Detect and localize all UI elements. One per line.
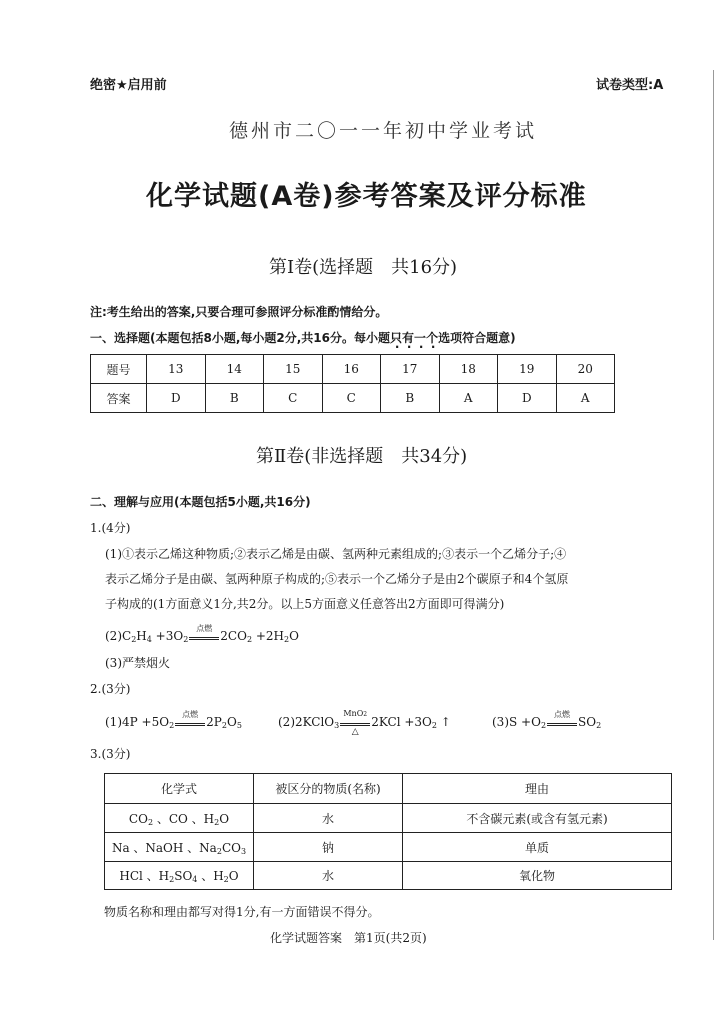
reason-cell: 氧化物 [403, 862, 672, 890]
name-cell: 水 [254, 804, 403, 833]
scoring-note: 注:考生给出的答案,只要合理可参照评分标准酌情给分。 [90, 305, 388, 319]
question-number: 19 [498, 355, 557, 384]
reason-cell: 不含碳元素(或含有氢元素) [403, 804, 672, 833]
part2-title: 第Ⅱ卷(非选择题 共34分) [256, 446, 468, 467]
table-row [105, 833, 672, 862]
formula-cell: HCl 、$H_2SO_4$ 、$H_2O$ [105, 862, 254, 890]
page-footer: 化学试题答案 第1页(共2页) [270, 931, 427, 945]
question-number: 20 [556, 355, 615, 384]
reason-cell: 单质 [403, 833, 672, 862]
part1-title: 第Ⅰ卷(选择题 共16分) [269, 257, 458, 278]
eq-prefix: (2) [105, 629, 122, 643]
eq-prefix: (1) [105, 715, 122, 729]
answer-cell: B [205, 384, 264, 413]
question-number: 17 [381, 355, 440, 384]
name-cell: 水 [254, 862, 403, 890]
emph-char: 个 [426, 331, 439, 345]
section1-heading [90, 329, 516, 346]
eq-prefix: (2) [278, 715, 295, 729]
column-header: 化学式 [105, 774, 254, 804]
q1-line5: (3)严禁烟火 [105, 656, 170, 670]
q1-equation: $(2)C_2H_4 +3O_2$ 点燃 $2CO_2 +2H_2O$ [105, 624, 299, 644]
eq-prefix: (3) [492, 715, 509, 729]
heat-symbol: △ [351, 727, 359, 737]
table-row [105, 804, 672, 833]
answer-cell: D [498, 384, 557, 413]
question-number: 16 [322, 355, 381, 384]
section2-heading: 二、理解与应用(本题包括5小题,共16分) [90, 495, 311, 509]
emph-char: 有 [402, 331, 415, 345]
answer-cell: A [439, 384, 498, 413]
question-number: 14 [205, 355, 264, 384]
main-title: 化学试题(A卷)参考答案及评分标准 [146, 181, 587, 212]
question-number: 13 [147, 355, 206, 384]
q1-line1: (1)①表示乙烯这种物质;②表示乙烯是由碳、氢两种元素组成的;③表示一个乙烯分子;④ [105, 547, 567, 561]
table-row [91, 355, 615, 384]
reaction-arrow [175, 710, 205, 726]
column-header: 被区分的物质(名称) [254, 774, 403, 804]
row-header: 答案 [91, 384, 147, 413]
reaction-arrow [547, 710, 577, 726]
question-number: 18 [439, 355, 498, 384]
name-cell: 钠 [254, 833, 403, 862]
section1-tail: 选项符合题意) [438, 331, 516, 345]
table-row [105, 774, 672, 804]
formula-cell: Na 、NaOH 、$Na_2CO_3$ [105, 833, 254, 862]
q1-line2: 表示乙烯分子是由碳、氢两种原子构成的;⑤表示一个乙烯分子是由2个碳原子和4个氢原 [105, 572, 569, 586]
reaction-arrow [189, 624, 219, 640]
answer-cell: C [322, 384, 381, 413]
q2-equation-b: (2)2KClO$_3$ MnO2 △ $2KCl +3O_2$ ↑ [278, 709, 451, 737]
answer-table [90, 354, 615, 413]
reaction-arrow: MnO2 △ [340, 718, 370, 726]
answer-cell: B [381, 384, 440, 413]
answer-cell: A [556, 384, 615, 413]
reaction-condition: 点燃 [196, 624, 213, 633]
q1-label: 1.(4分) [90, 521, 131, 535]
table-row [91, 384, 615, 413]
question-number: 15 [264, 355, 323, 384]
paper-type-label: 试卷类型:A [596, 78, 664, 93]
q3-label: 3.(3分) [90, 747, 131, 761]
confidential-label: 绝密★启用前 [90, 78, 167, 93]
catalyst: MnO [343, 709, 364, 718]
emph-char: 一 [414, 331, 427, 345]
answer-cell: D [147, 384, 206, 413]
answer-cell: C [264, 384, 323, 413]
reaction-condition: 点燃 [182, 710, 199, 719]
emph-char: 只 [390, 331, 403, 345]
q2-equation-c: $(3)S +O_2$ 点燃 $SO_2$ [492, 710, 602, 730]
q2-equation-a: $(1)4P +5O_2$ 点燃 $2P_2O_5$ [105, 710, 242, 730]
q3-note: 物质名称和理由都写对得1分,有一方面错误不得分。 [104, 905, 380, 919]
table-row [105, 862, 672, 890]
q3-table [104, 773, 672, 890]
reaction-condition: 点燃 [554, 710, 571, 719]
q2-label: 2.(3分) [90, 682, 131, 696]
column-header: 理由 [403, 774, 672, 804]
page-edge-line [713, 70, 714, 940]
section1-text: 一、选择题(本题包括8小题,每小题2分,共16分。每小题 [90, 331, 391, 345]
exam-title: 德州市二〇一一年初中学业考试 [229, 120, 538, 142]
q1-line3: 子构成的(1方面意义1分,共2分。以上5方面意义任意答出2方面即可得满分) [105, 597, 505, 611]
row-header: 题号 [91, 355, 147, 384]
formula-cell: $CO_2$ 、CO 、$H_2O$ [105, 804, 254, 833]
